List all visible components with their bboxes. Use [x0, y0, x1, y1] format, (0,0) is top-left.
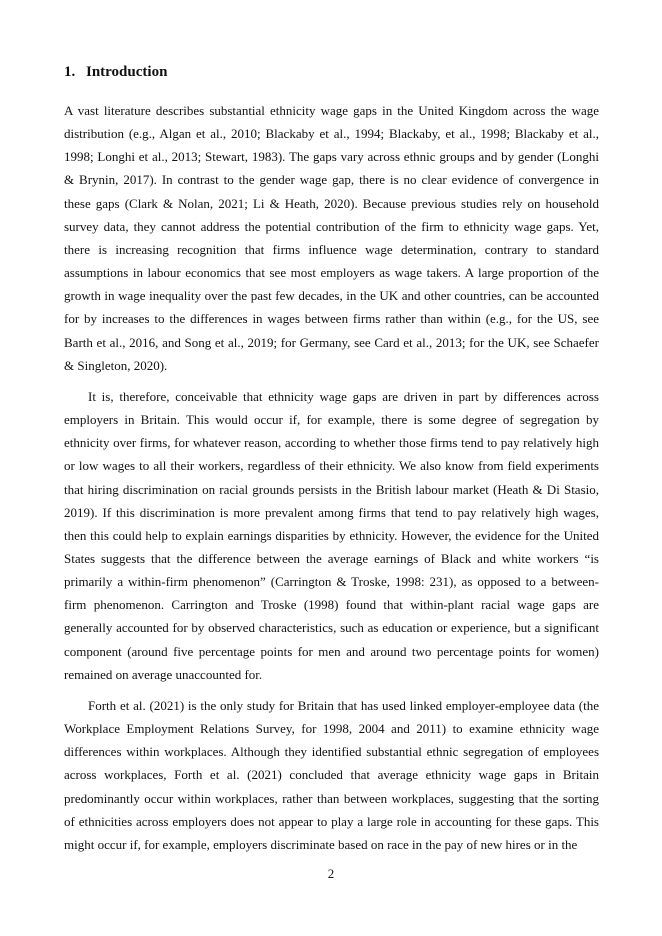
paragraph-3: Forth et al. (2021) is the only study for Britain that has used linked employer-employee data (the Workplace Employment Relations Survey, for 1998, 2004 and 2011) to examine ethnicity wage differences within workplaces. Although they identified substantial ethnic segregation of employees across workplaces, Forth et al. (2021) concluded that average ethnicity wage gaps in Britain predominantly occur within workplaces, rather than between workplaces, suggesting that the sorting of ethnicities across employers does not appear to play a large role in accounting for these gaps. This might occur if, for example, employers discriminate based on race in the pay of new hires or in the	[64, 697, 599, 852]
page-number: 2	[327, 866, 335, 881]
body-text	[64, 99, 599, 864]
section-number: 1.	[64, 64, 76, 80]
section-heading	[64, 62, 167, 82]
paragraph-2: It is, therefore, conceivable that ethnicity wage gaps are driven in part by differences across employers in Britain. This would occur if, for example, there is some degree of segregation by ethnicity over firms, for whatever reason, according to whether those firms tend to pay relatively high or low wages to all their workers, regardless of their ethnicity. We also know from field experiments that hiring discrimination on racial grounds persists in the British labour market (Heath & Di Stasio, 2019). If this discrimination is more prevalent among firms that tend to pay relatively high wages, then this could help to explain earnings disparities by ethnicity. However, the evidence for the United States suggests that the difference between the average earnings of Black and white workers “is primarily a within-firm phenomenon” (Carrington & Troske, 1998: 231), as opposed to a between-firm phenomenon. Carrington and Troske (1998) found that within-plant racial wage gaps are generally accounted for by observed characteristics, such as education or experience, but a significant component (around five percentage points for men and around two percentage points for women) remained on average unaccounted for.	[64, 388, 599, 682]
section-title: Introduction	[86, 64, 168, 80]
paragraph-1: A vast literature describes substantial ethnicity wage gaps in the United Kingdom across the wage distribution (e.g., Algan et al., 2010; Blackaby et al., 1994; Blackaby, et al., 1998; Blackaby et al., 1998; Longhi et al., 2013; Stewart, 1983). The gaps vary across ethnic groups and by gender (Longhi & Brynin, 2017). In contrast to the gender wage gap, there is no clear evidence of convergence in these gaps (Clark & Nolan, 2021; Li & Heath, 2020). Because previous studies rely on household survey data, they cannot address the potential contribution of the firm to ethnicity wage gaps. Yet, there is increasing recognition that firms influence wage determination, contrary to standard assumptions in labour economics that see most employers as wage takers. A large proportion of the growth in wage inequality over the past few decades, in the UK and other countries, can be accounted for by increases to the differences in wages between firms rather than within (e.g., for the US, see Barth et al., 2016, and Song et al., 2019; for Germany, see Card et al., 2013; for the UK, see Schaefer & Singleton, 2020).	[64, 103, 599, 373]
